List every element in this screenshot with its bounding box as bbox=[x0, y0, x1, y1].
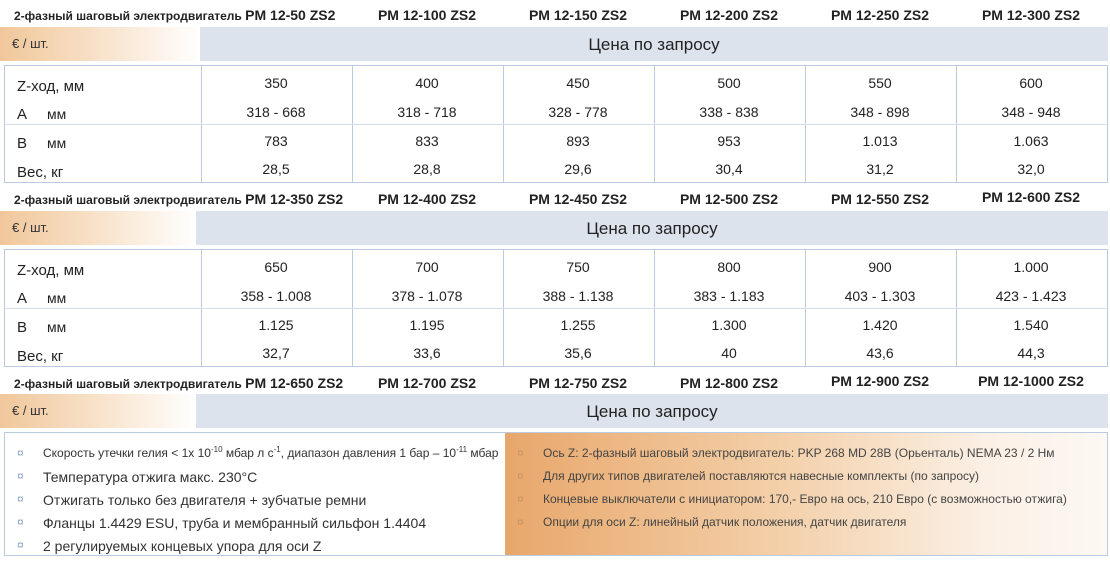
note-text: Отжигать только без двигателя + зубчатые ремни bbox=[43, 492, 367, 508]
notes-right bbox=[505, 433, 1107, 555]
cell-value: 500 bbox=[717, 75, 741, 91]
bullet-icon: ¤ bbox=[17, 538, 24, 552]
model-name: PM 12-150 ZS2 bbox=[528, 7, 628, 23]
bullet-icon: ¤ bbox=[17, 469, 24, 483]
cell-value: 953 bbox=[717, 133, 741, 149]
model-name: PM 12-100 ZS2 bbox=[377, 7, 477, 23]
model-name: PM 12-450 ZS2 bbox=[528, 191, 628, 207]
cell-value: 43,6 bbox=[866, 345, 894, 361]
price-on-request: Цена по запросу bbox=[200, 27, 1108, 61]
cell-value: 600 bbox=[1019, 75, 1043, 91]
bullet-icon: ¤ bbox=[17, 492, 24, 506]
bullet-icon: ¤ bbox=[17, 446, 24, 460]
cell-value: 338 - 838 bbox=[699, 104, 759, 120]
block2-spec-table bbox=[4, 249, 1108, 367]
block2-title bbox=[14, 190, 343, 210]
notes-left bbox=[5, 433, 505, 555]
cell-value: 44,3 bbox=[1017, 345, 1045, 361]
block1-spec-table bbox=[4, 65, 1108, 183]
cell-value: 423 - 1.423 bbox=[995, 288, 1067, 304]
block1-title bbox=[14, 6, 335, 26]
row-label-z-stroke: Z-ход, мм bbox=[17, 262, 85, 279]
cell-value: 1.063 bbox=[1013, 133, 1049, 149]
cell-value: 318 - 668 bbox=[246, 104, 306, 120]
cell-value: 31,2 bbox=[866, 161, 894, 177]
price-unit-label: € / шт. bbox=[0, 394, 196, 428]
title-prefix: 2-фазный шаговый электродвигатель bbox=[14, 9, 242, 23]
cell-value: 32,7 bbox=[262, 345, 290, 361]
cell-value: 1.125 bbox=[258, 317, 294, 333]
price-on-request: Цена по запросу bbox=[196, 211, 1108, 245]
block2-header bbox=[0, 190, 1110, 210]
price-unit-label: € / шт. bbox=[0, 211, 196, 245]
note-text: Фланцы 1.4429 ESU, труба и мембранный сильфон 1.4404 bbox=[43, 515, 427, 531]
price-unit-label: € / шт. bbox=[0, 27, 200, 61]
cell-value: 1.195 bbox=[409, 317, 445, 333]
model-name: PM 12-900 ZS2 bbox=[830, 373, 930, 389]
cell-value: 350 bbox=[264, 75, 288, 91]
cell-value: 30,4 bbox=[715, 161, 743, 177]
cell-value: 358 - 1.008 bbox=[240, 288, 312, 304]
cell-value: 40 bbox=[721, 345, 737, 361]
cell-value: 783 bbox=[264, 133, 288, 149]
model-name: PM 12-800 ZS2 bbox=[679, 375, 779, 391]
model-name: PM 12-250 ZS2 bbox=[830, 7, 930, 23]
cell-value: 33,6 bbox=[413, 345, 441, 361]
cell-value: 1.540 bbox=[1013, 317, 1049, 333]
cell-value: 833 bbox=[415, 133, 439, 149]
cell-value: 1.000 bbox=[1013, 259, 1049, 275]
model-name: PM 12-200 ZS2 bbox=[679, 7, 779, 23]
cell-value: 1.420 bbox=[862, 317, 898, 333]
model-name: PM 12-650 ZS2 bbox=[245, 375, 344, 391]
cell-value: 550 bbox=[868, 75, 892, 91]
cell-value: 1.255 bbox=[560, 317, 596, 333]
model-name: PM 12-50 ZS2 bbox=[245, 7, 336, 23]
cell-value: 400 bbox=[415, 75, 439, 91]
cell-value: 650 bbox=[264, 259, 288, 275]
row-label-weight: Вес, кг bbox=[17, 164, 64, 181]
note-text: Ось Z: 2-фазный шаговый электродвигатель: PKP 268 MD 28B (Орьенталь) NEMA 23 / 2 Нм bbox=[543, 446, 1055, 460]
cell-value: 378 - 1.078 bbox=[391, 288, 463, 304]
model-name: PM 12-550 ZS2 bbox=[830, 191, 930, 207]
row-label-a: A мм bbox=[17, 290, 67, 307]
cell-value: 32,0 bbox=[1017, 161, 1045, 177]
cell-value: 750 bbox=[566, 259, 590, 275]
bullet-icon: ¤ bbox=[517, 515, 524, 529]
note-text: Скорость утечки гелия < 1x $10^{-10}$ мбар л $с^{-1}$, диапазон давления 1 бар – $10^{-11}$ мбар bbox=[43, 445, 499, 460]
note-text: Концевые выключатели с инициатором: 170,- Евро на ось, 210 Евро (с возможностью отжига) bbox=[543, 492, 1067, 506]
note-text: 2 регулируемых концевых упора для оси Z bbox=[43, 538, 322, 554]
cell-value: 28,8 bbox=[413, 161, 441, 177]
cell-value: 388 - 1.138 bbox=[542, 288, 614, 304]
title-prefix: 2-фазный шаговый электродвигатель bbox=[14, 193, 242, 207]
model-name: PM 12-700 ZS2 bbox=[377, 375, 477, 391]
model-name: PM 12-400 ZS2 bbox=[377, 191, 477, 207]
cell-value: 35,6 bbox=[564, 345, 592, 361]
bullet-icon: ¤ bbox=[17, 515, 24, 529]
bullet-icon: ¤ bbox=[517, 469, 524, 483]
model-name: PM 12-750 ZS2 bbox=[528, 375, 628, 391]
cell-value: 450 bbox=[566, 75, 590, 91]
cell-value: 893 bbox=[566, 133, 590, 149]
bullet-icon: ¤ bbox=[517, 492, 524, 506]
cell-value: 900 bbox=[868, 259, 892, 275]
note-text: Для других типов двигателей поставляются навесные комплекты (по запросу) bbox=[543, 469, 980, 483]
model-name: PM 12-1000 ZS2 bbox=[978, 373, 1084, 389]
block1-header bbox=[0, 6, 1110, 26]
row-label-b: B мм bbox=[17, 319, 67, 336]
note-text: Температура отжига макс. 230°C bbox=[43, 469, 258, 485]
row-label-a: A мм bbox=[17, 106, 67, 123]
row-label-z-stroke: Z-ход, мм bbox=[17, 78, 85, 95]
model-name: PM 12-500 ZS2 bbox=[679, 191, 779, 207]
cell-value: 318 - 718 bbox=[397, 104, 457, 120]
bullet-icon: ¤ bbox=[517, 446, 524, 460]
cell-value: 28,5 bbox=[262, 161, 290, 177]
cell-value: 29,6 bbox=[564, 161, 592, 177]
block3-title bbox=[14, 374, 343, 394]
model-name: PM 12-600 ZS2 bbox=[981, 189, 1081, 205]
cell-value: 1.300 bbox=[711, 317, 747, 333]
cell-value: 403 - 1.303 bbox=[844, 288, 916, 304]
cell-value: 383 - 1.183 bbox=[693, 288, 765, 304]
block3-price-row bbox=[0, 394, 1110, 428]
cell-value: 348 - 948 bbox=[1001, 104, 1061, 120]
model-name: PM 12-350 ZS2 bbox=[245, 191, 344, 207]
notes-panel bbox=[4, 432, 1108, 556]
block3-header bbox=[0, 374, 1110, 394]
note-text: Опции для оси Z: линейный датчик положения, датчик двигателя bbox=[543, 515, 907, 529]
cell-value: 1.013 bbox=[862, 133, 898, 149]
cell-value: 348 - 898 bbox=[850, 104, 910, 120]
block2-price-row bbox=[0, 211, 1110, 245]
model-name: PM 12-300 ZS2 bbox=[981, 7, 1081, 23]
title-prefix: 2-фазный шаговый электродвигатель bbox=[14, 377, 242, 391]
row-label-weight: Вес, кг bbox=[17, 348, 64, 365]
price-on-request: Цена по запросу bbox=[196, 394, 1108, 428]
cell-value: 700 bbox=[415, 259, 439, 275]
row-label-b: B мм bbox=[17, 135, 67, 152]
cell-value: 328 - 778 bbox=[548, 104, 608, 120]
block1-price-row bbox=[0, 27, 1110, 61]
cell-value: 800 bbox=[717, 259, 741, 275]
